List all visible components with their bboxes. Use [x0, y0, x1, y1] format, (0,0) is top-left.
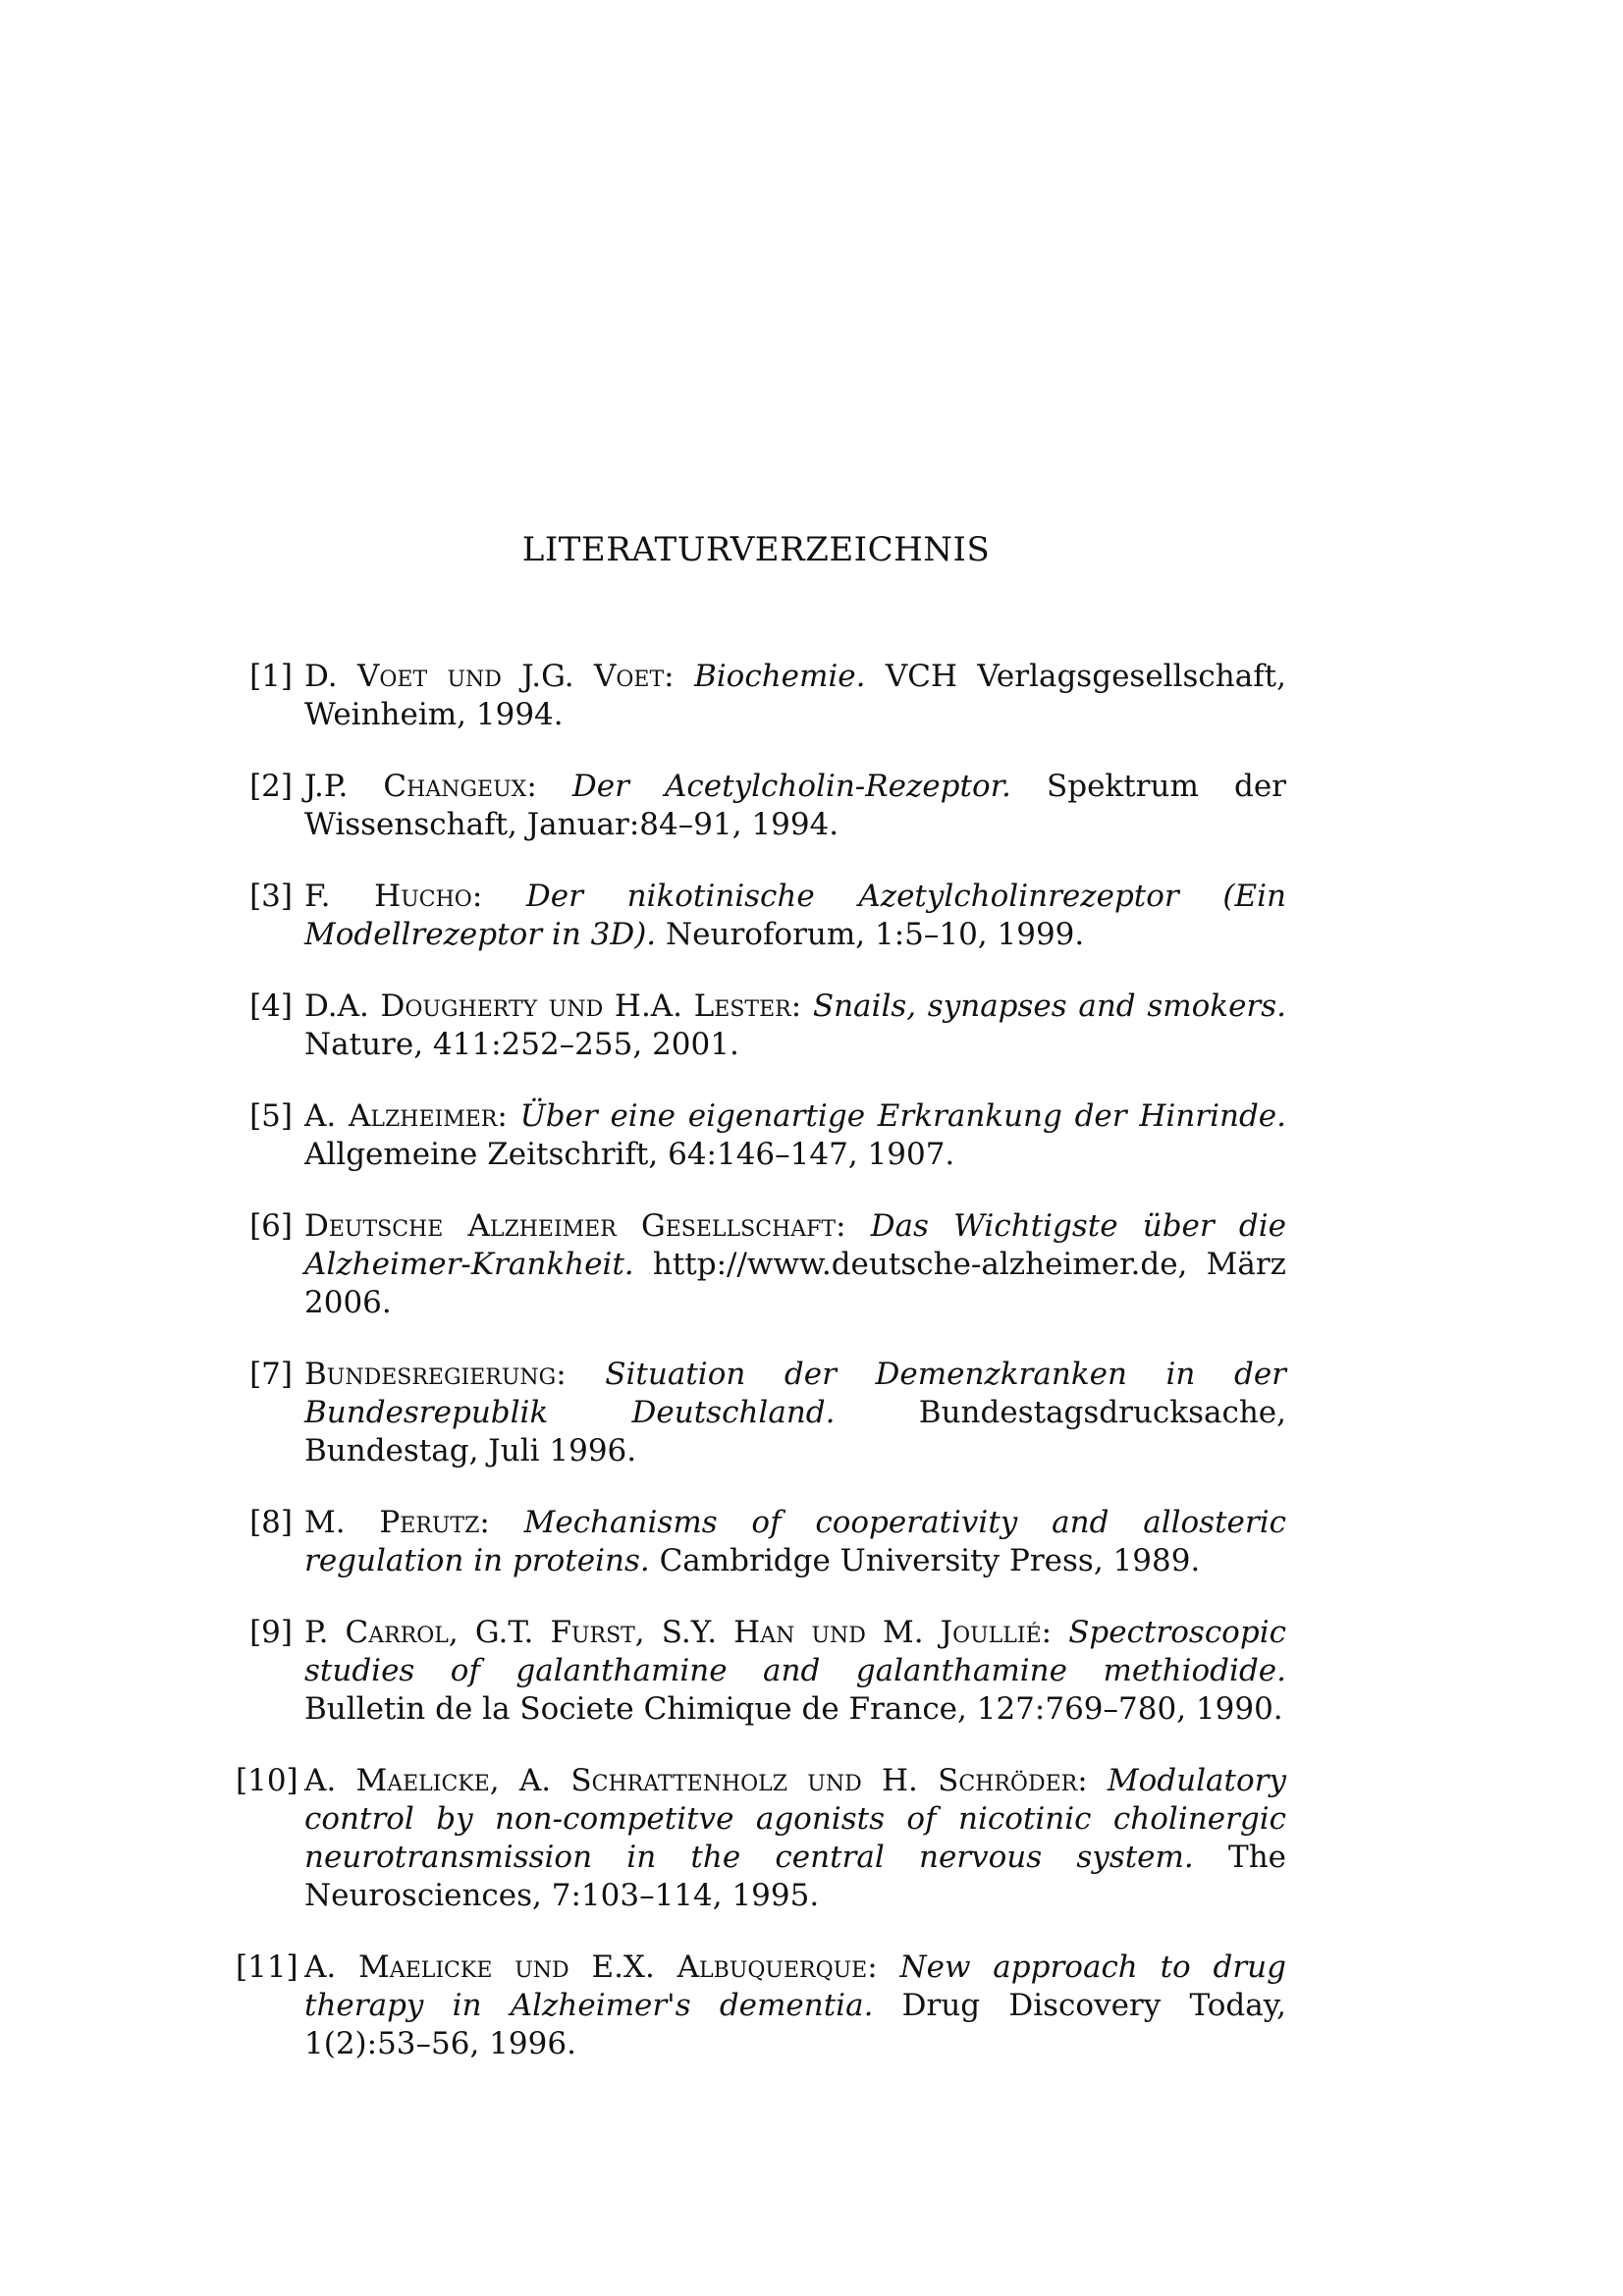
reference-source: Drug Discovery Today, 1(2):53–56, 1996.: [304, 1988, 1286, 2061]
reference-title: New approach to drug therapy in Alzheimer's dementia.: [304, 1949, 1286, 2023]
reference-title: Der nikotinische Azetylcholinrezeptor (Ein Modellrezeptor in 3D).: [304, 879, 1286, 952]
reference-authors: F. Hucho: [304, 879, 472, 914]
reference-source: The Neurosciences, 7:103–114, 1995.: [304, 1840, 1287, 1913]
reference-source: Bulletin de la Societe Chimique de France, 127:769–780, 1990.: [304, 1691, 1283, 1727]
reference-authors: J.P. Changeux: [304, 769, 527, 804]
reference-number: [8]: [249, 1505, 293, 1540]
reference-number: [9]: [249, 1615, 293, 1650]
reference-title: Snails, synapses and smokers.: [812, 988, 1286, 1024]
reference-separator: :: [556, 1357, 606, 1392]
reference-item: [236, 1356, 1286, 1470]
reference-number: [5]: [249, 1098, 293, 1134]
reference-number: [3]: [249, 879, 293, 914]
reference-authors: D.A. Dougherty und H.A. Lester: [304, 988, 791, 1024]
reference-separator: :: [497, 1098, 520, 1134]
reference-item: [236, 988, 1286, 1064]
reference-item: [236, 1949, 1286, 2063]
reference-number: [2]: [249, 769, 293, 804]
reference-item: [236, 768, 1286, 844]
reference-item: [236, 878, 1286, 954]
page-title: LITERATURVERZEICHNIS: [521, 530, 991, 569]
reference-number: [11]: [236, 1949, 298, 1985]
reference-separator: :: [867, 1949, 900, 1985]
reference-title: Biochemie.: [693, 659, 866, 694]
reference-source: Nature, 411:252–255, 2001.: [304, 1027, 739, 1062]
reference-source: Spektrum der Wissenschaft, Januar:84–91, 1994.: [304, 769, 1286, 842]
reference-item: [236, 1207, 1286, 1322]
reference-separator: :: [836, 1208, 871, 1244]
reference-number: [7]: [249, 1357, 293, 1392]
reference-title: Modulatory control by non-competitve agonists of nicotinic cholinergic neurotransmission in the central nervous system.: [304, 1763, 1286, 1875]
reference-separator: :: [471, 879, 526, 914]
reference-number: [1]: [249, 659, 293, 694]
reference-title: Mechanisms of cooperativity and allosteric regulation in proteins.: [304, 1505, 1286, 1578]
reference-number: [6]: [249, 1208, 293, 1244]
reference-authors: M. Perutz: [304, 1505, 480, 1540]
reference-source: Neuroforum, 1:5–10, 1999.: [656, 917, 1085, 952]
reference-title: Der Acetylcholin-Rezeptor.: [571, 769, 1011, 804]
reference-authors: Bundesregierung: [304, 1357, 557, 1392]
reference-title: Spectroscopic studies of galanthamine and galanthamine methiodide.: [304, 1615, 1286, 1688]
reference-separator: :: [1077, 1763, 1108, 1798]
reference-authors: D. Voet und J.G. Voet: [304, 659, 665, 694]
reference-source: VCH Verlagsgesellschaft, Weinheim, 1994.: [304, 659, 1286, 732]
reference-authors: A. Maelicke und E.X. Albuquerque: [304, 1949, 868, 1985]
reference-item: [236, 1504, 1286, 1580]
reference-source: Cambridge University Press, 1989.: [649, 1543, 1201, 1578]
reference-source: Bundestagsdrucksache, Bundestag, Juli 1996.: [304, 1395, 1286, 1468]
reference-item: [236, 1762, 1286, 1915]
reference-item: [236, 658, 1286, 734]
reference-authors: Deutsche Alzheimer Gesellschaft: [304, 1208, 837, 1244]
reference-separator: :: [664, 659, 694, 694]
reference-title: Über eine eigenartige Erkrankung der Hinrinde.: [519, 1098, 1286, 1134]
reference-list: [236, 658, 1286, 2097]
reference-separator: :: [790, 988, 813, 1024]
reference-separator: :: [479, 1505, 524, 1540]
reference-separator: :: [1041, 1615, 1069, 1650]
reference-authors: P. Carrol, G.T. Furst, S.Y. Han und M. Joullié: [304, 1615, 1042, 1650]
reference-separator: :: [526, 769, 572, 804]
reference-item: [236, 1097, 1286, 1174]
reference-title: Das Wichtigste über die Alzheimer-Krankheit.: [304, 1208, 1286, 1282]
reference-authors: A. Alzheimer: [304, 1098, 498, 1134]
reference-title: Situation der Demenzkranken in der Bundesrepublik Deutschland.: [304, 1357, 1286, 1430]
reference-source: Allgemeine Zeitschrift, 64:146–147, 1907.: [304, 1137, 955, 1172]
reference-item: [236, 1614, 1286, 1729]
reference-number: [10]: [236, 1763, 298, 1798]
reference-authors: A. Maelicke, A. Schrattenholz und H. Schröder: [304, 1763, 1078, 1798]
reference-source: http://www.deutsche-alzheimer.de, März 2006.: [304, 1247, 1286, 1320]
reference-number: [4]: [249, 988, 293, 1024]
